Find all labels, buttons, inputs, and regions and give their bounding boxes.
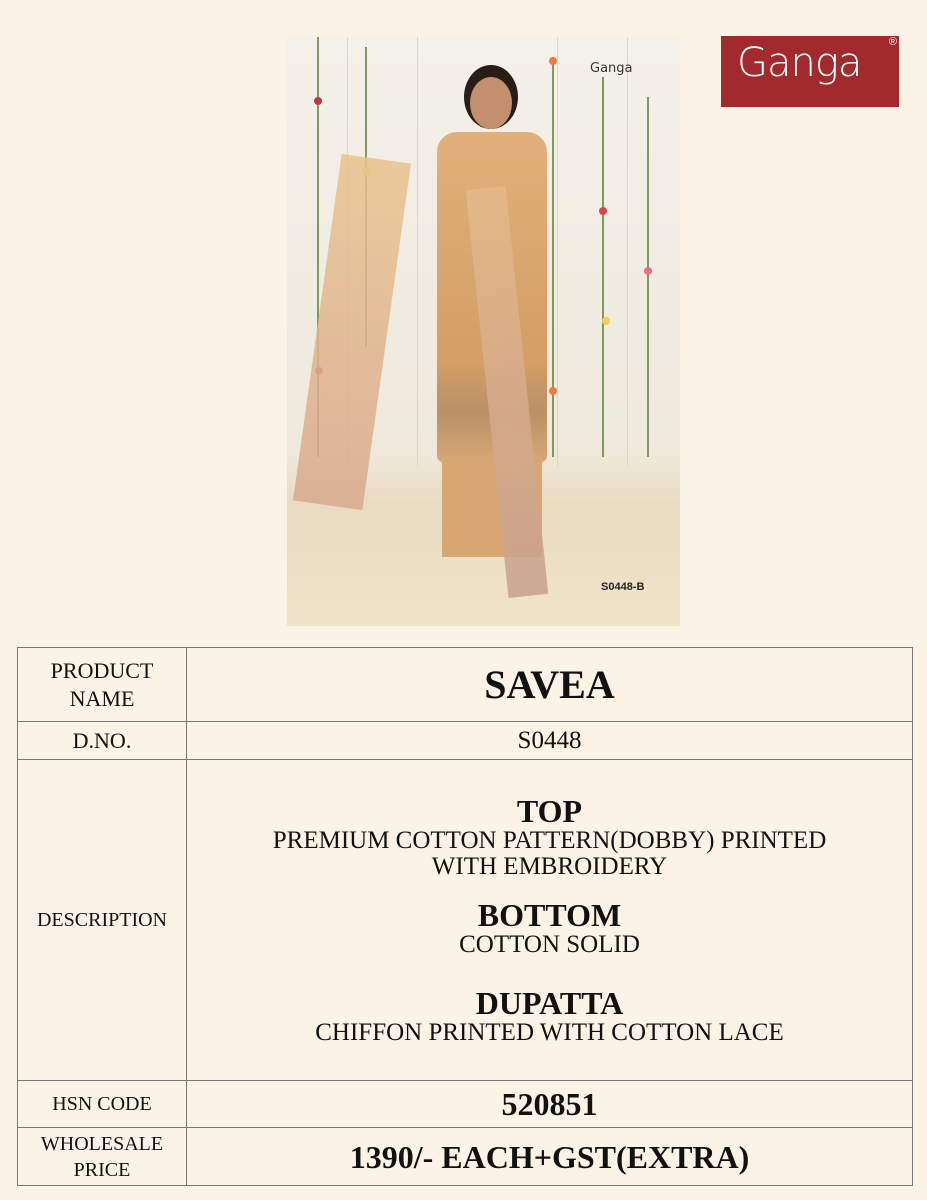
product-details-table: [17, 647, 913, 1186]
product-photo: [287, 37, 680, 626]
hsn-label: HSN CODE: [18, 1081, 187, 1128]
dupatta-heading: DUPATTA: [475, 985, 624, 1021]
description-value: [187, 760, 913, 1081]
table-row: [18, 1081, 913, 1128]
dupatta-text: CHIFFON PRINTED WITH COTTON LACE: [315, 1019, 784, 1046]
dno-label: D.NO.: [18, 722, 187, 760]
price-label: WHOLESALE PRICE: [18, 1128, 187, 1186]
description-label: DESCRIPTION: [18, 760, 187, 1081]
registered-mark: ®: [888, 36, 897, 48]
table-row: [18, 648, 913, 722]
table-row: [18, 722, 913, 760]
brand-logo-text: Ganga: [737, 40, 862, 86]
price-value: 1390/- EACH+GST(EXTRA): [187, 1128, 913, 1186]
photo-watermark-logo: Ganga: [590, 61, 633, 76]
table-row: [18, 760, 913, 1081]
hsn-value: 520851: [187, 1081, 913, 1128]
dupatta-shape: [293, 154, 411, 510]
dno-value: S0448: [187, 722, 913, 760]
top-heading: TOP: [516, 793, 583, 829]
top-text: PREMIUM COTTON PATTERN(DOBBY) PRINTED WITH EMBROIDERY: [272, 827, 827, 880]
design-code: S0448-B: [601, 581, 645, 593]
product-name-value: SAVEA: [187, 648, 913, 722]
bottom-heading: BOTTOM: [477, 897, 622, 933]
product-name-label: PRODUCT NAME: [18, 648, 187, 722]
bottom-text: COTTON SOLID: [459, 931, 640, 958]
brand-logo: [721, 36, 899, 107]
table-row: [18, 1128, 913, 1186]
